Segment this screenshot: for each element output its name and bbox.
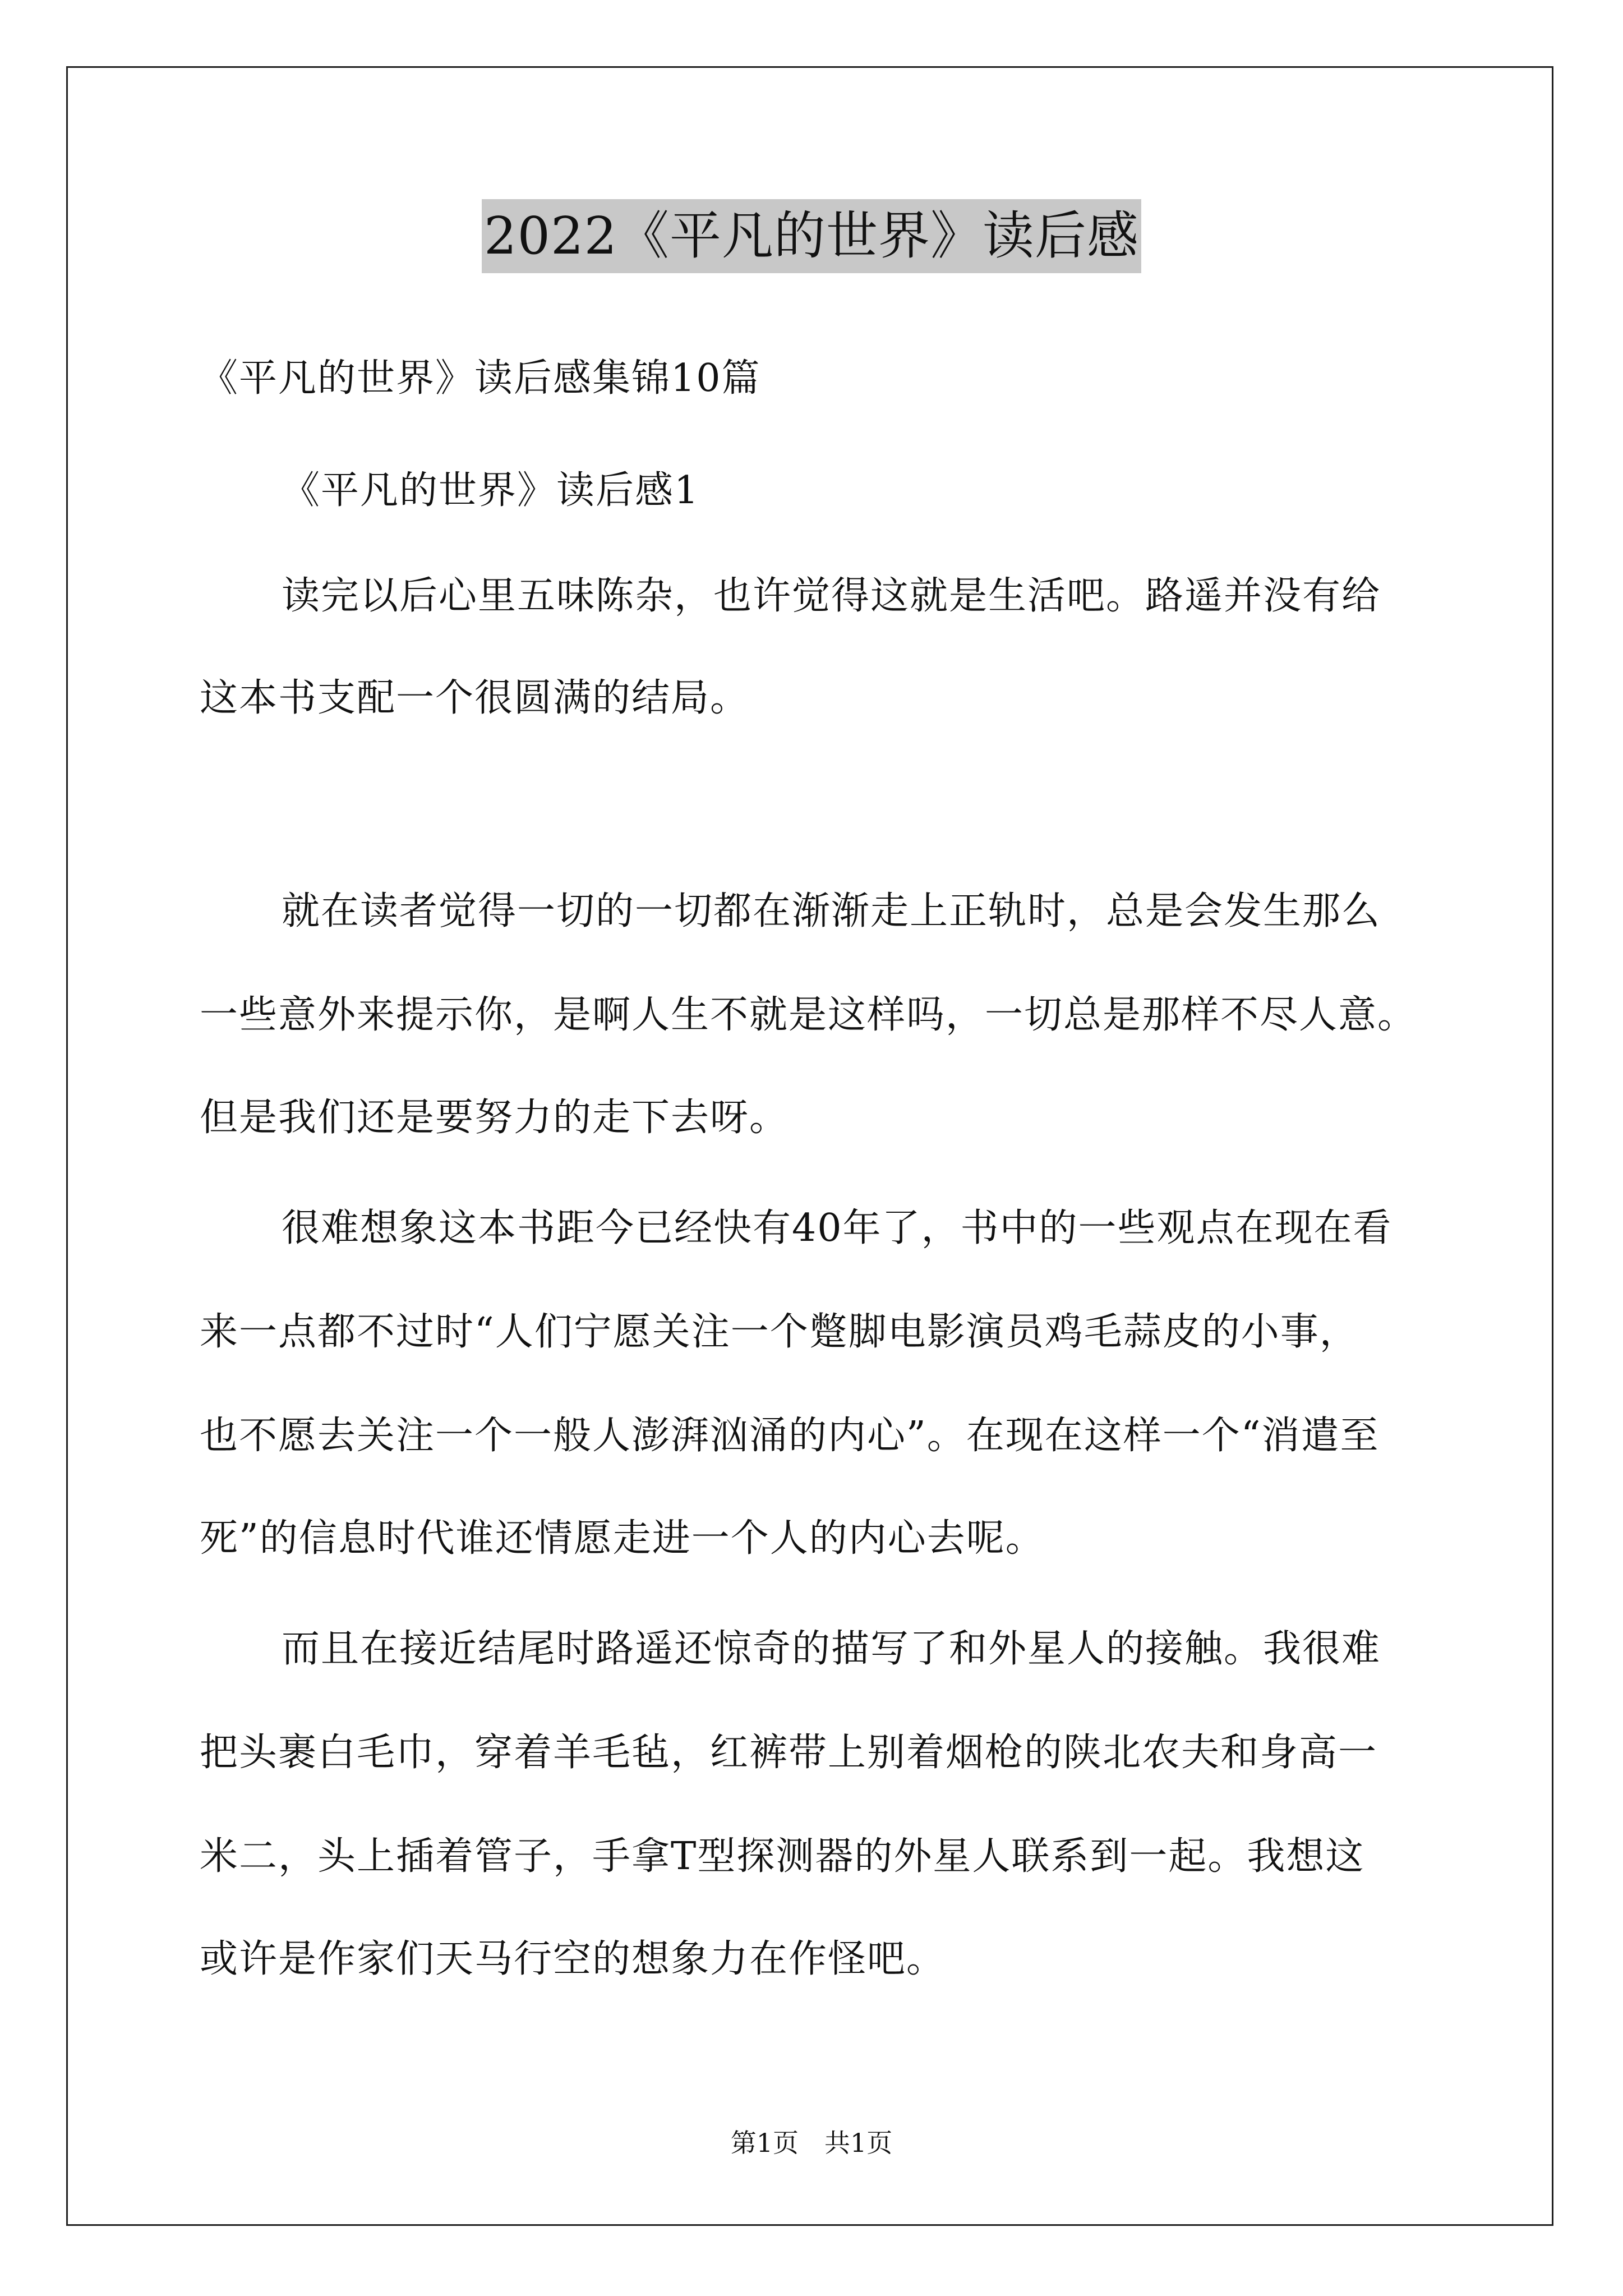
paragraph-line: 而且在接近结尾时路遥还惊奇的描写了和外星人的接触。我很难 [282, 1627, 1381, 1671]
document-title: 2022《平凡的世界》读后感 [482, 199, 1141, 273]
paragraph-line: 就在读者觉得一切的一切都在渐渐走上正轨时，总是会发生那么 [282, 889, 1381, 933]
page-footer: 第1页 共1页 [730, 2128, 893, 2158]
paragraph-line: 但是我们还是要努力的走下去呀。 [200, 1096, 789, 1140]
paragraph-line: 也不愿去关注一个一般人澎湃汹涌的内心”。在现在这样一个“消遣至 [200, 1414, 1380, 1458]
section-heading: 《平凡的世界》读后感1 [282, 468, 700, 513]
paragraph-line: 米二，头上插着管子，手拿T型探测器的外星人联系到一起。我想这 [200, 1834, 1365, 1879]
paragraph-line: 或许是作家们天马行空的想象力在作怪吧。 [200, 1937, 946, 1981]
paragraph-line: 一些意外来提示你，是啊人生不就是这样吗，一切总是那样不尽人意。 [200, 993, 1417, 1037]
paragraph-line: 死”的信息时代谁还情愿走进一个人的内心去呢。 [200, 1516, 1045, 1561]
paragraph-line: 来一点都不过时“人们宁愿关注一个蹩脚电影演员鸡毛蒜皮的小事， [200, 1310, 1359, 1354]
document-subtitle: 《平凡的世界》读后感集锦10篇 [200, 356, 761, 401]
paragraph-line: 这本书支配一个很圆满的结局。 [200, 676, 750, 720]
paragraph-line: 读完以后心里五味陈杂，也许觉得这就是生活吧。路遥并没有给 [282, 574, 1381, 618]
paragraph-line: 很难想象这本书距今已经快有40年了，书中的一些观点在现在看 [282, 1206, 1393, 1250]
title-container [0, 199, 1623, 273]
paragraph-line: 把头裹白毛巾，穿着羊毛毡，红裤带上别着烟枪的陕北农夫和身高一 [200, 1731, 1378, 1775]
